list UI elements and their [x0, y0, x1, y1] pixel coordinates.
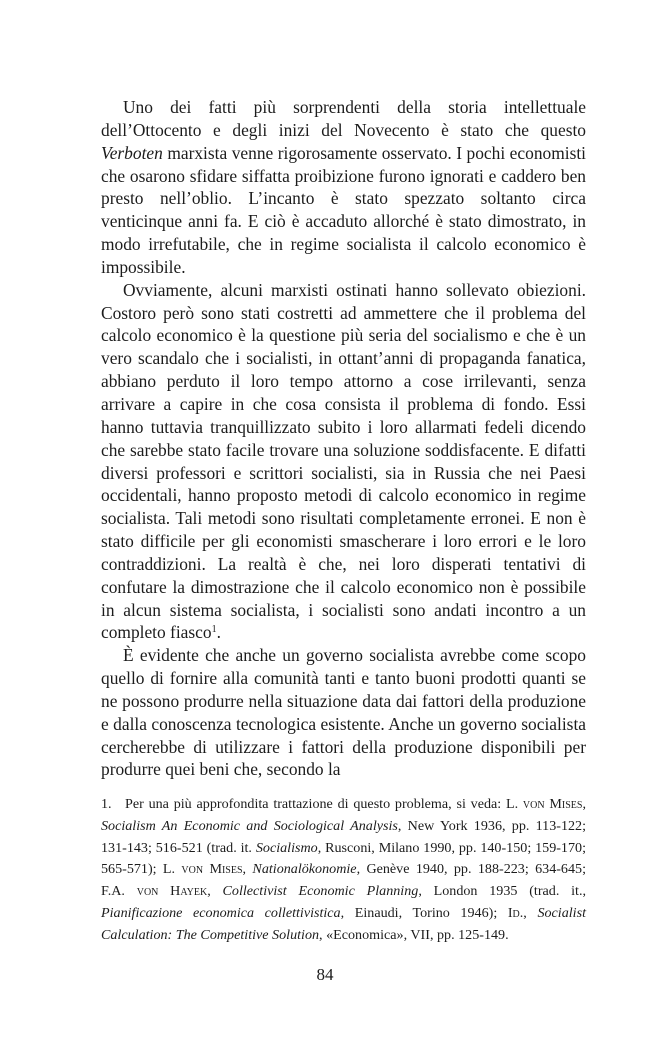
footnote-text: , New York 1936, pp. 113-122; 131-143; 516-521 (trad. it.: [101, 817, 587, 856]
paragraph-3: [101, 644, 586, 781]
author-name: Id.: [507, 904, 524, 921]
footnote-text: Per una più approfondita trattazione di questo problema, si veda: L.: [125, 796, 523, 812]
author-name: von Mises: [522, 796, 583, 812]
footnote-text: ,: [242, 861, 253, 878]
footnote-text: , Genève 1940, pp. 188-223; 634-645; F.A.: [101, 861, 586, 900]
paragraph-2-end: .: [216, 622, 221, 643]
footnote-text: , Rusconi, Milano 1990, pp. 140-150; 159-170; 565-571); L.: [101, 839, 586, 878]
paragraph-2-text: Ovviamente, alcuni marxisti ostinati hanno sollevato obiezioni. Costoro però sono stati costretti ad ammettere che il problema del calcolo economico è la questione più seria del socialismo e che è un vero scandalo che i socialisti, in ottant’anni di propaganda fanatica, abbiano perduto il loro tempo attorno a cose irrilevanti, senza arrivare a capire in che cosa consista il problema di fondo. Essi hanno tuttavia tranquillizzato subito i loro allarmati fedeli dicendo che sarebbe stato facile trovare una soluzione soddisfacente. E difatti diversi professori e scrittori socialisti, sia in Russia che nei Paesi occidentali, hanno proposto metodi di calcolo economico in regime socialista. Tali metodi sono risultati completamente erronei. E non è stato difficile per gli economisti smascherare i loro errori e le loro contraddizioni. La realtà è che, nei loro disperati tentativi di confutare la dimostrazione che il calcolo economico non è possibile in alcun sistema socialista, i socialisti sono andati incontro a un completo fiasco: [101, 279, 586, 643]
book-title: Socialism An Economic and Sociological Analysis: [101, 817, 398, 834]
footnotes: [101, 794, 586, 947]
footnote-1: [101, 794, 586, 947]
footnote-text: ,: [523, 904, 538, 921]
paragraph-1: [101, 96, 586, 279]
book-title: Nationalökonomie: [252, 861, 357, 878]
footnote-text: ,: [582, 796, 586, 812]
author-name: von Mises: [181, 861, 243, 878]
paragraph-1-text-rest: marxista venne rigorosamente osservato. I pochi economisti che osarono sfidare siffatta proibizione furono ignorati e caddero ben presto nell’oblio. L’incanto è stato spezzato soltanto circa venticinque anni fa. E ciò è accaduto allorché è stato dimostrato, in modo irrefutabile, che in regime socialista il calcolo economico è impossibile.: [101, 142, 586, 277]
footnote-text: ,: [207, 883, 223, 900]
book-title: Socialismo: [255, 839, 318, 856]
main-text: [101, 96, 586, 781]
footnote-number: 1.: [101, 796, 112, 812]
article-title: Socialist Calculation: The Competitive Solution: [101, 904, 586, 943]
italic-term: Verboten: [101, 142, 163, 163]
paragraph-3-text: È evidente che anche un governo socialista avrebbe come scopo quello di fornire alla comunità tanti e tanto buoni prodotti quanti se ne possono produrre nella situazione data dai fattori della produzione e dalla conoscenza tecnologica esistente. Anche un governo socialista cercherebbe di utilizzare i fattori della produzione disponibili per produrre quei beni che, secondo la: [101, 645, 586, 780]
author-name: von Hayek: [136, 883, 208, 900]
footnote-text: , Einaudi, Torino 1946);: [340, 904, 508, 921]
footnote-text: , «Economica», VII, pp. 125-149.: [319, 926, 509, 943]
footnote-text: , London 1935 (trad. it.,: [418, 883, 586, 900]
book-title: Collectivist Economic Planning: [222, 883, 419, 900]
page-number: 84: [316, 965, 334, 984]
book-title: Pianificazione economica collettivistica: [101, 904, 341, 921]
footnote-reference[interactable]: 1: [211, 624, 217, 636]
paragraph-2: [101, 279, 586, 645]
paragraph-1-text: Uno dei fatti più sorprendenti della storia intellettuale dell’Ottocento e degli inizi del Novecento è stato che questo: [101, 97, 586, 140]
